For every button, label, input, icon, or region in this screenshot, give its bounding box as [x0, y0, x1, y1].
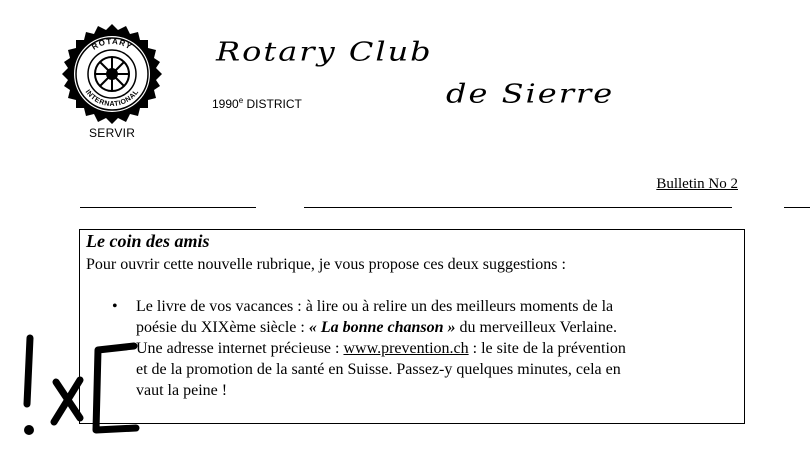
handwritten-marks [0, 330, 150, 464]
bullet-icon: • [112, 298, 118, 315]
divider [80, 207, 256, 208]
club-name: Rotary Club [216, 36, 433, 68]
rotary-logo [60, 22, 164, 126]
motto: SERVIR [89, 126, 136, 140]
list-item: • Le livre de vos vacances : à lire ou à relire un des meilleurs moments de la poésie du XIXème siècle : « La bonne chanson » du merveilleux Verlaine. [112, 298, 617, 336]
list-item: • Une adresse internet précieuse : www.prevention.ch : le site de la prévention et de la promotion de la santé en Suisse. Passez-y quelques minutes, cela en vaut la peine ! [112, 340, 626, 399]
section-intro: Pour ouvrir cette nouvelle rubrique, je vous propose ces deux suggestions : [86, 256, 566, 273]
club-city: de Sierre [446, 78, 615, 110]
svg-text:ROTARY: ROTARY [90, 36, 134, 52]
divider [784, 207, 810, 208]
website-link[interactable]: www.prevention.ch [343, 340, 469, 357]
suggestion-list [106, 296, 626, 401]
district-label: 1990e DISTRICT [212, 96, 302, 111]
bulletin-number: Bulletin No 2 [656, 176, 738, 192]
section-title: Le coin des amis [86, 231, 210, 251]
article-box [79, 229, 745, 424]
svg-text:INTERNATIONAL: INTERNATIONAL [83, 88, 141, 108]
divider [304, 207, 732, 208]
bullet-icon: • [112, 340, 118, 357]
